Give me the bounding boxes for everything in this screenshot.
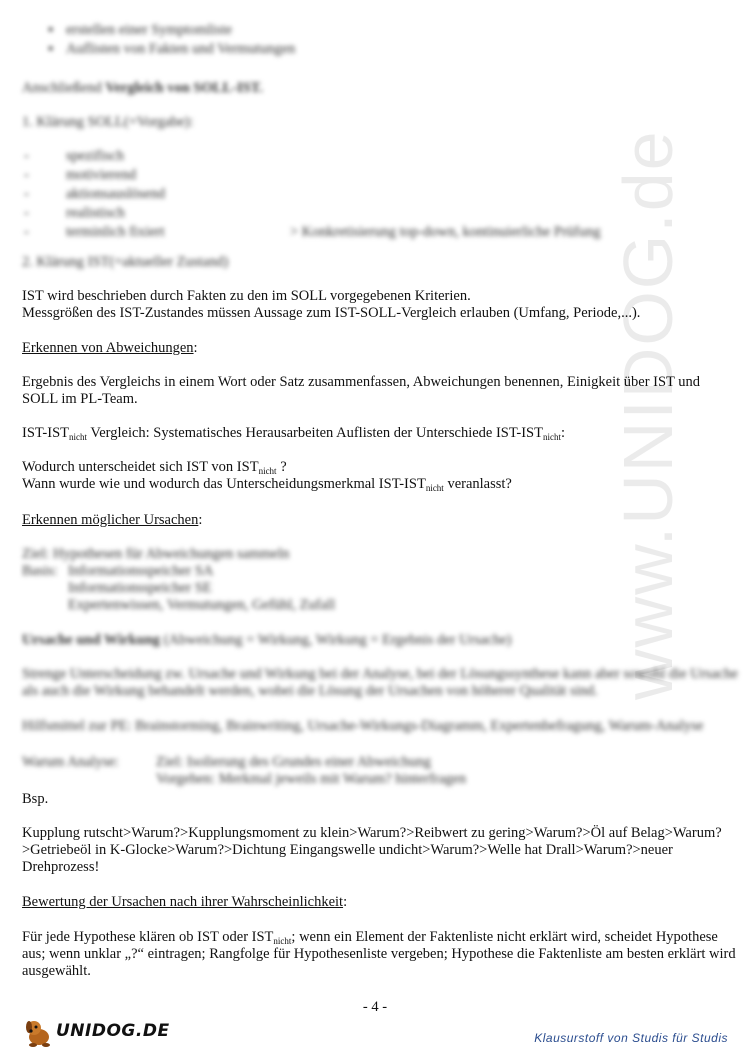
kupplung-example: Kupplung rutscht>Warum?>Kupplungsmoment zu klein>Warum?>Reibwert zu gering>Warum?>Öl auf Belag>Warum?>Getriebeöl in K-Glocke>Warum?>Dichtung Eingangswelle undicht>Warum?>Welle hat Drall>Warum?>neuer Drehprozess! <box>22 825 722 875</box>
ist-description-2: Messgrößen des IST-Zustandes müssen Aussage zum IST-SOLL-Vergleich erlauben (Umfang, Periode,...). <box>22 305 641 321</box>
soll-heading: 1. Klärung SOLL(=Vorgabe): <box>22 114 194 130</box>
bsp-label: Bsp. <box>22 791 49 807</box>
soll-criteria-list <box>22 148 165 243</box>
soll-item: - terminlich fixiert <box>22 224 165 243</box>
basis-label: Basis: <box>22 563 58 579</box>
unidog-logo[interactable] <box>22 1015 170 1051</box>
bullet-item: ▪ Auflisten von Fakten und Vermutungen <box>22 41 295 60</box>
basis-item: Informationsspeicher SE <box>68 580 212 596</box>
warum-vorgehen: Vorgehen: Merkmal jeweils mit Warum? hinterfragen <box>156 771 467 787</box>
ergebnis-paragraph: Ergebnis des Vergleichs in einem Wort oder Satz zusammenfassen, Abweichungen benennen, Einigkeit über IST und SOLL im PL-Team. <box>22 374 701 407</box>
ursache-wirkung-heading: Ursache und Wirkung (Abweichung = Wirkung, Wirkung = Ergebnis der Ursache) <box>22 632 512 648</box>
soll-item: - motivierend <box>22 167 165 186</box>
watermark-text: www.UNIDOG.de <box>609 129 687 700</box>
soll-item: - realistisch <box>22 205 165 224</box>
ursachen-heading: Erkennen möglicher Ursachen: <box>22 512 203 528</box>
wann-question: Wann wurde wie und wodurch das Unterscheidungsmerkmal IST-$IST_{nicht}$ veranlasst? <box>22 476 512 493</box>
ziel-line: Ziel: Hypothesen für Abweichungen sammeln <box>22 546 290 562</box>
soll-item: - spezifisch <box>22 148 165 167</box>
hypothesen-paragraph: Für jede Hypothese klären ob IST oder $IST_{nicht}$; wenn ein Element der Faktenliste nicht erklärt wird, scheidet Hypothese aus; wenn unklar „?“ eintragen; Rangfolge für Hypothesenliste vergeben; Hypothese die Faktenliste am besten erklärt wird ausgewählt. <box>22 929 736 979</box>
warum-ziel: Ziel: Isolierung des Grundes einer Abweichung <box>156 754 432 770</box>
basis-item: Informationsspeicher SA <box>68 563 214 579</box>
dog-icon <box>22 1015 58 1051</box>
basis-item: Expertenwissen, Vermutungen, Gefühl, Zufall <box>68 597 336 613</box>
hilfsmittel-line: Hilfsmittel zur PE: Brainstorming, Brainwriting, Ursache-Wirkungs-Diagramm, Expertenbefragung, Warum-Analyse <box>22 718 704 734</box>
ist-ist-comparison: IST-$IST_{nicht}$ Vergleich: Systematisches Herausarbeiten Auflisten der Unterschiede IST-$IST_{nicht}$: <box>22 425 565 442</box>
abweichungen-heading: Erkennen von Abweichungen: <box>22 340 198 356</box>
ist-heading: 2. Klärung IST(=aktueller Zustand) <box>22 254 229 270</box>
bullet-list-blurred <box>22 22 295 60</box>
ist-description-1: IST wird beschrieben durch Fakten zu den im SOLL vorgegebenen Kriterien. <box>22 288 471 304</box>
bullet-item: ▪ erstellen einer Symptomliste <box>22 22 295 41</box>
bewertung-heading: Bewertung der Ursachen nach ihrer Wahrscheinlichkeit: <box>22 894 348 910</box>
logo-wordmark: UNIDOG.DE <box>56 1021 170 1041</box>
page-number: - 4 - <box>362 999 388 1015</box>
compare-heading: Anschließend Vergleich von SOLL-IST. <box>22 80 263 96</box>
strenge-paragraph: Strenge Unterscheidung zw. Ursache und Wirkung bei der Analyse, bei der Lösungssynthese kann aber sowohl die Ursache als auch die Wirkung behandelt werden, wobei die Lösung der Ursachen von höherer Qualität sind. <box>22 666 738 699</box>
soll-item: - aktionsauslösend <box>22 186 165 205</box>
footer-tagline: Klausurstoff von Studis für Studis <box>534 1031 728 1045</box>
soll-note: > Konkretisierung top-down, kontinuierliche Prüfung <box>290 224 601 240</box>
wodurch-question: Wodurch unterscheidet sich IST von $IST_{nicht}$ ? <box>22 459 287 476</box>
warum-label: Warum Analyse: <box>22 754 119 770</box>
